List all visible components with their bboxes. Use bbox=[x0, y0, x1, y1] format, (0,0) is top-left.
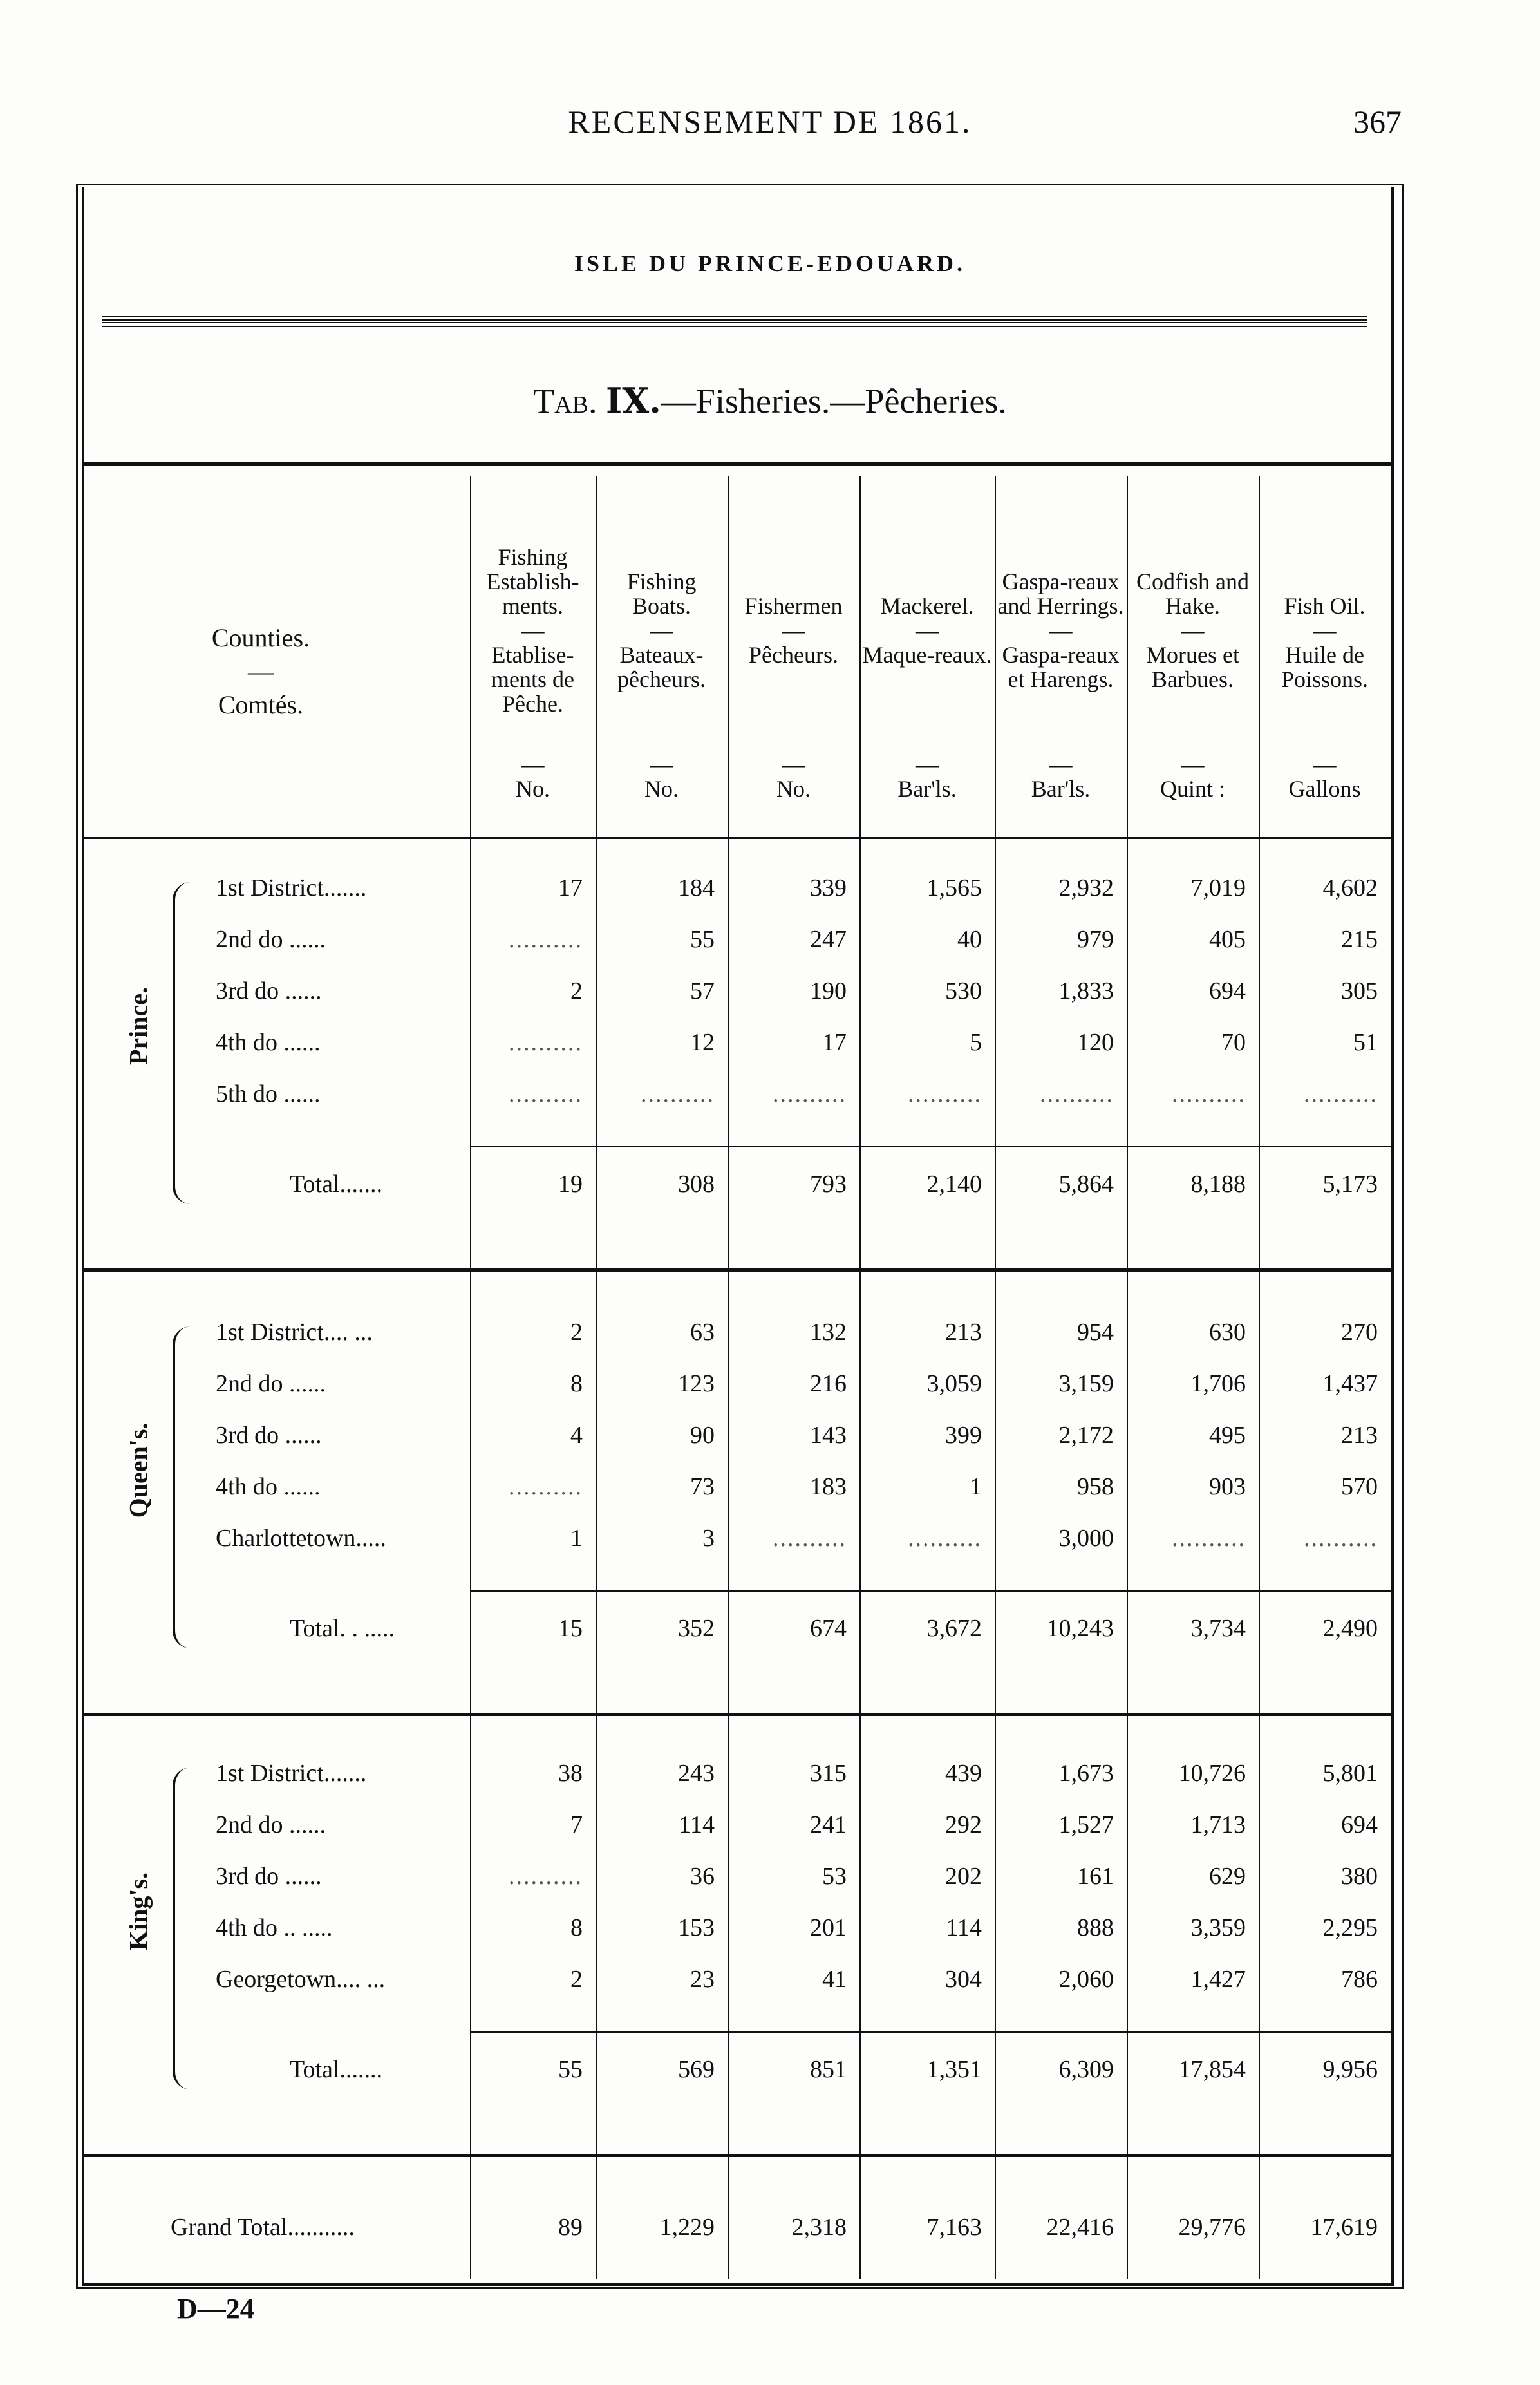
section-rule bbox=[84, 1268, 1391, 1272]
table-cell: 2,490 bbox=[1322, 1615, 1378, 1642]
column-unit: Gallons bbox=[1288, 776, 1361, 802]
section-rule bbox=[84, 1713, 1391, 1716]
column-header-fr: Bateaux-pêcheurs. bbox=[617, 642, 706, 692]
province-title: ISLE DU PRINCE-EDOUARD. bbox=[574, 250, 966, 276]
table-cell: 243 bbox=[678, 1760, 715, 1787]
table-cell: 958 bbox=[1077, 1473, 1114, 1500]
table-cell: 1,833 bbox=[1058, 977, 1114, 1004]
footer-signature: D—24 bbox=[177, 2293, 254, 2324]
column-unit: Bar'ls. bbox=[1031, 776, 1091, 802]
table-cell: 1,527 bbox=[1058, 1811, 1114, 1838]
table-row bbox=[84, 863, 1391, 913]
table-cell: 15 bbox=[558, 1615, 583, 1642]
column-header-fr: Morues et Barbues. bbox=[1146, 642, 1239, 692]
table-row bbox=[84, 2044, 1391, 2095]
column-header bbox=[1259, 509, 1391, 831]
table-cell: 954 bbox=[1077, 1319, 1114, 1346]
header-dash: — bbox=[521, 617, 545, 643]
table-cell: 1 bbox=[570, 1525, 583, 1552]
column-header-en: Fishermen bbox=[744, 593, 843, 619]
column-unit: No. bbox=[516, 776, 550, 802]
table-cell: 7 bbox=[570, 1811, 583, 1838]
column-header-en: Gaspa-reaux and Herrings. bbox=[997, 569, 1124, 619]
table-cell: 114 bbox=[679, 1811, 715, 1838]
table-cell: 304 bbox=[945, 1966, 982, 1993]
table-cell: .......... bbox=[908, 1525, 982, 1552]
table-cell: 694 bbox=[1341, 1811, 1378, 1838]
column-header-fr: Maque-reaux. bbox=[862, 642, 992, 668]
column-unit: Quint : bbox=[1160, 776, 1225, 802]
subtotal-rule bbox=[470, 2031, 1391, 2033]
table-cell: 786 bbox=[1341, 1966, 1378, 1993]
row-label: 2nd do ...... bbox=[216, 1370, 326, 1397]
table-cell: 183 bbox=[810, 1473, 847, 1500]
table-cell: .......... bbox=[1172, 1080, 1246, 1108]
row-label: 3rd do ...... bbox=[216, 1422, 322, 1449]
header-dash: — bbox=[521, 751, 545, 777]
table-cell: .......... bbox=[509, 926, 583, 953]
table-cell: 38 bbox=[558, 1760, 583, 1787]
table-cell: 36 bbox=[690, 1863, 715, 1890]
column-header-fr: Pêcheurs. bbox=[749, 642, 838, 668]
table-cell: 405 bbox=[1209, 926, 1246, 953]
table-cell: 4 bbox=[570, 1422, 583, 1449]
column-header-en: Fishing Boats. bbox=[626, 569, 697, 619]
table-cell: 2,172 bbox=[1058, 1422, 1114, 1449]
table-cell: 190 bbox=[810, 977, 847, 1004]
column-header-en: Codfish and Hake. bbox=[1136, 569, 1249, 619]
table-row bbox=[84, 966, 1391, 1016]
table-cell: 305 bbox=[1341, 977, 1378, 1004]
table-cell: 213 bbox=[1341, 1422, 1378, 1449]
header-dash: — bbox=[1049, 751, 1073, 777]
table-cell: 308 bbox=[678, 1171, 715, 1198]
table-cell: 202 bbox=[945, 1863, 982, 1890]
table-cell: 2 bbox=[570, 1319, 583, 1346]
column-header-fr: Huile de Poissons. bbox=[1281, 642, 1369, 692]
table-cell: .......... bbox=[1172, 1525, 1246, 1552]
table-cell: 851 bbox=[810, 2056, 847, 2083]
county-brace bbox=[173, 882, 191, 1204]
table-cell: 161 bbox=[1077, 1863, 1114, 1890]
row-label: 4th do ...... bbox=[216, 1029, 321, 1056]
table-cell: 292 bbox=[945, 1811, 982, 1838]
table-cell: 10,243 bbox=[1046, 1615, 1114, 1642]
table-cell: 5,801 bbox=[1322, 1760, 1378, 1787]
table-cell: 1,706 bbox=[1190, 1370, 1246, 1397]
table-cell: 55 bbox=[690, 926, 715, 953]
table-cell: 8,188 bbox=[1190, 1171, 1246, 1198]
table-cell: 9,956 bbox=[1322, 2056, 1378, 2083]
table-cell: 694 bbox=[1209, 977, 1246, 1004]
header-dash: — bbox=[1049, 617, 1073, 643]
table-cell: 380 bbox=[1341, 1863, 1378, 1890]
table-row bbox=[84, 1800, 1391, 1850]
table-cell: .......... bbox=[773, 1080, 847, 1108]
table-cell: 4,602 bbox=[1322, 874, 1378, 901]
table-cell: 241 bbox=[810, 1811, 847, 1838]
table-cell: 3,000 bbox=[1058, 1525, 1114, 1552]
county-name: King's. bbox=[124, 1872, 153, 1951]
table-cell: 3,159 bbox=[1058, 1370, 1114, 1397]
table-cell: 73 bbox=[690, 1473, 715, 1500]
table-cell: 90 bbox=[690, 1422, 715, 1449]
header-bottom-rule bbox=[84, 837, 1391, 839]
table-cell: 339 bbox=[810, 874, 847, 901]
table-cell: 3 bbox=[702, 1525, 715, 1552]
row-label: 3rd do ...... bbox=[216, 1863, 322, 1890]
row-label: 5th do ...... bbox=[216, 1080, 321, 1108]
table-title bbox=[0, 380, 1540, 421]
table-row bbox=[84, 1603, 1391, 1654]
row-label: 1st District....... bbox=[216, 1760, 367, 1787]
header-dash: — bbox=[782, 751, 805, 777]
table-cell: 114 bbox=[946, 1914, 982, 1941]
table-cell: 7,019 bbox=[1190, 874, 1246, 901]
header-dash: — bbox=[1181, 617, 1205, 643]
table-cell: .......... bbox=[509, 1080, 583, 1108]
table-row bbox=[84, 1748, 1391, 1798]
table-cell: 630 bbox=[1209, 1319, 1246, 1346]
column-header bbox=[728, 509, 859, 831]
subtotal-rule bbox=[470, 1590, 1391, 1592]
row-label: 2nd do ...... bbox=[216, 926, 326, 953]
header-dash: — bbox=[1313, 617, 1337, 643]
row-label: 1st District.... ... bbox=[216, 1319, 373, 1346]
table-cell: 1,351 bbox=[926, 2056, 982, 2083]
table-cell: 495 bbox=[1209, 1422, 1246, 1449]
column-unit: No. bbox=[776, 776, 811, 802]
row-label: 3rd do ...... bbox=[216, 977, 322, 1004]
table-row bbox=[84, 1513, 1391, 1563]
column-unit: No. bbox=[644, 776, 679, 802]
table-row bbox=[84, 1903, 1391, 1953]
table-cell: 22,416 bbox=[1046, 2214, 1114, 2241]
table-cell: 1,565 bbox=[926, 874, 982, 901]
table-cell: 315 bbox=[810, 1760, 847, 1787]
table-cell: 8 bbox=[570, 1370, 583, 1397]
column-unit: Bar'ls. bbox=[897, 776, 957, 802]
table-cell: 57 bbox=[690, 977, 715, 1004]
counties-header bbox=[164, 621, 357, 722]
table-cell: 793 bbox=[810, 1171, 847, 1198]
row-label: 1st District....... bbox=[216, 874, 367, 901]
table-row bbox=[84, 1307, 1391, 1357]
table-cell: 3,734 bbox=[1190, 1615, 1246, 1642]
row-label: 2nd do ...... bbox=[216, 1811, 326, 1838]
table-cell: 70 bbox=[1221, 1029, 1246, 1056]
column-header-en: Fishing Establish-ments. bbox=[486, 544, 579, 619]
table-row bbox=[84, 1159, 1391, 1209]
table-cell: 399 bbox=[945, 1422, 982, 1449]
table-cell: 3,672 bbox=[926, 1615, 982, 1642]
table-row bbox=[84, 1954, 1391, 2004]
table-cell: 1,437 bbox=[1322, 1370, 1378, 1397]
row-label: 4th do ...... bbox=[216, 1473, 321, 1500]
row-label: Total....... bbox=[290, 1171, 383, 1198]
table-cell: 569 bbox=[678, 2056, 715, 2083]
table-cell: 2,295 bbox=[1322, 1914, 1378, 1941]
table-cell: 29,776 bbox=[1178, 2214, 1246, 2241]
table-number: IX. bbox=[605, 380, 661, 421]
header-dash: — bbox=[248, 657, 274, 686]
column-header-fr: Etablise-ments de Pêche. bbox=[491, 642, 574, 717]
table-cell: 5,864 bbox=[1058, 1171, 1114, 1198]
row-label: Total. . ..... bbox=[290, 1615, 395, 1642]
table-cell: 3,059 bbox=[926, 1370, 982, 1397]
table-cell: 2,318 bbox=[791, 2214, 847, 2241]
header-dash: — bbox=[650, 617, 673, 643]
table-cell: 8 bbox=[570, 1914, 583, 1941]
counties-header-en: Counties. bbox=[211, 623, 310, 652]
table-cell: 629 bbox=[1209, 1863, 1246, 1890]
header-dash: — bbox=[650, 751, 673, 777]
table-cell: 17,854 bbox=[1178, 2056, 1246, 2083]
row-label: Georgetown.... ... bbox=[216, 1966, 386, 1993]
bottom-rule bbox=[84, 2283, 1391, 2286]
table-cell: 143 bbox=[810, 1422, 847, 1449]
table-cell: 63 bbox=[690, 1319, 715, 1346]
table-cell: 17,619 bbox=[1310, 2214, 1378, 2241]
table-cell: 17 bbox=[822, 1029, 847, 1056]
table-cell: 1,673 bbox=[1058, 1760, 1114, 1787]
column-header-fr: Gaspa-reaux et Harengs. bbox=[1002, 642, 1120, 692]
table-cell: .......... bbox=[641, 1080, 715, 1108]
table-cell: 5,173 bbox=[1322, 1171, 1378, 1198]
double-rule bbox=[102, 316, 1367, 321]
table-row bbox=[84, 2202, 1391, 2252]
table-cell: 5 bbox=[970, 1029, 982, 1056]
table-cell: 153 bbox=[678, 1914, 715, 1941]
table-cell: .......... bbox=[1040, 1080, 1114, 1108]
table-cell: 132 bbox=[810, 1319, 847, 1346]
table-cell: 120 bbox=[1077, 1029, 1114, 1056]
table-row bbox=[84, 1410, 1391, 1460]
header-dash: — bbox=[916, 751, 939, 777]
frame-right-rule bbox=[1391, 187, 1394, 2286]
table-cell: 2,932 bbox=[1058, 874, 1114, 901]
table-row bbox=[84, 1462, 1391, 1512]
table-row bbox=[84, 1851, 1391, 1901]
table-cell: 7,163 bbox=[926, 2214, 982, 2241]
table-cell: 89 bbox=[558, 2214, 583, 2241]
column-header bbox=[859, 509, 995, 831]
table-cell: 1,713 bbox=[1190, 1811, 1246, 1838]
table-cell: 903 bbox=[1209, 1473, 1246, 1500]
county-name: Prince. bbox=[124, 986, 153, 1066]
header-dash: — bbox=[1313, 751, 1337, 777]
table-cell: 6,309 bbox=[1058, 2056, 1114, 2083]
subtotal-rule bbox=[470, 1146, 1391, 1147]
table-cell: 23 bbox=[690, 1966, 715, 1993]
running-title: RECENSEMENT DE 1861. bbox=[568, 104, 972, 140]
column-header bbox=[470, 509, 596, 831]
table-row bbox=[84, 1017, 1391, 1068]
table-title-text: —Fisheries.—Pêcheries. bbox=[661, 382, 1007, 420]
row-label: 4th do .. ..... bbox=[216, 1914, 333, 1941]
column-header bbox=[1127, 509, 1259, 831]
table-cell: .......... bbox=[509, 1863, 583, 1890]
table-abbr: Tab. bbox=[533, 382, 597, 420]
table-row bbox=[84, 1069, 1391, 1119]
counties-header-fr: Comtés. bbox=[218, 690, 304, 719]
table-row bbox=[84, 914, 1391, 965]
table-cell: .......... bbox=[908, 1080, 982, 1108]
table-cell: 215 bbox=[1341, 926, 1378, 953]
county-brace bbox=[173, 1768, 191, 2089]
table-cell: .......... bbox=[1304, 1080, 1378, 1108]
table-cell: 2,060 bbox=[1058, 1966, 1114, 1993]
double-rule bbox=[102, 322, 1367, 327]
table-cell: 1,229 bbox=[659, 2214, 715, 2241]
column-header-en: Mackerel. bbox=[880, 593, 974, 619]
header-dash: — bbox=[782, 617, 805, 643]
table-cell: 2 bbox=[570, 1966, 583, 1993]
table-cell: .......... bbox=[773, 1525, 847, 1552]
table-cell: 123 bbox=[678, 1370, 715, 1397]
column-header bbox=[995, 509, 1127, 831]
table-cell: 2,140 bbox=[926, 1171, 982, 1198]
table-cell: 55 bbox=[558, 2056, 583, 2083]
table-cell: 41 bbox=[822, 1966, 847, 1993]
table-cell: 674 bbox=[810, 1615, 847, 1642]
table-cell: 10,726 bbox=[1178, 1760, 1246, 1787]
table-cell: 3,359 bbox=[1190, 1914, 1246, 1941]
page-number: 367 bbox=[1353, 104, 1402, 140]
column-header bbox=[596, 509, 728, 831]
county-name: Queen's. bbox=[124, 1422, 153, 1518]
table-cell: 439 bbox=[945, 1760, 982, 1787]
table-cell: .......... bbox=[1304, 1525, 1378, 1552]
table-cell: .......... bbox=[509, 1029, 583, 1056]
county-brace bbox=[173, 1326, 191, 1648]
table-cell: 570 bbox=[1341, 1473, 1378, 1500]
table-cell: 40 bbox=[957, 926, 982, 953]
table-cell: 12 bbox=[690, 1029, 715, 1056]
row-label: Grand Total........... bbox=[171, 2214, 355, 2241]
row-label: Charlottetown..... bbox=[216, 1525, 386, 1552]
header-dash: — bbox=[1181, 751, 1205, 777]
table-cell: 1,427 bbox=[1190, 1966, 1246, 1993]
table-cell: 51 bbox=[1353, 1029, 1378, 1056]
header-dash: — bbox=[916, 617, 939, 643]
table-cell: 352 bbox=[678, 1615, 715, 1642]
table-row bbox=[84, 1359, 1391, 1409]
table-cell: 213 bbox=[945, 1319, 982, 1346]
table-cell: 247 bbox=[810, 926, 847, 953]
table-cell: 530 bbox=[945, 977, 982, 1004]
table-cell: 201 bbox=[810, 1914, 847, 1941]
column-header-en: Fish Oil. bbox=[1284, 593, 1366, 619]
header-top-rule bbox=[84, 462, 1391, 466]
table-cell: 17 bbox=[558, 874, 583, 901]
table-cell: 2 bbox=[570, 977, 583, 1004]
row-label: Total....... bbox=[290, 2056, 383, 2083]
table-cell: 979 bbox=[1077, 926, 1114, 953]
table-cell: 888 bbox=[1077, 1914, 1114, 1941]
table-cell: 53 bbox=[822, 1863, 847, 1890]
table-cell: 1 bbox=[970, 1473, 982, 1500]
table-cell: .......... bbox=[509, 1473, 583, 1500]
table-cell: 184 bbox=[678, 874, 715, 901]
table-cell: 19 bbox=[558, 1171, 583, 1198]
grand-total-rule bbox=[84, 2154, 1391, 2157]
page-header bbox=[0, 103, 1540, 148]
table-cell: 216 bbox=[810, 1370, 847, 1397]
table-cell: 270 bbox=[1341, 1319, 1378, 1346]
